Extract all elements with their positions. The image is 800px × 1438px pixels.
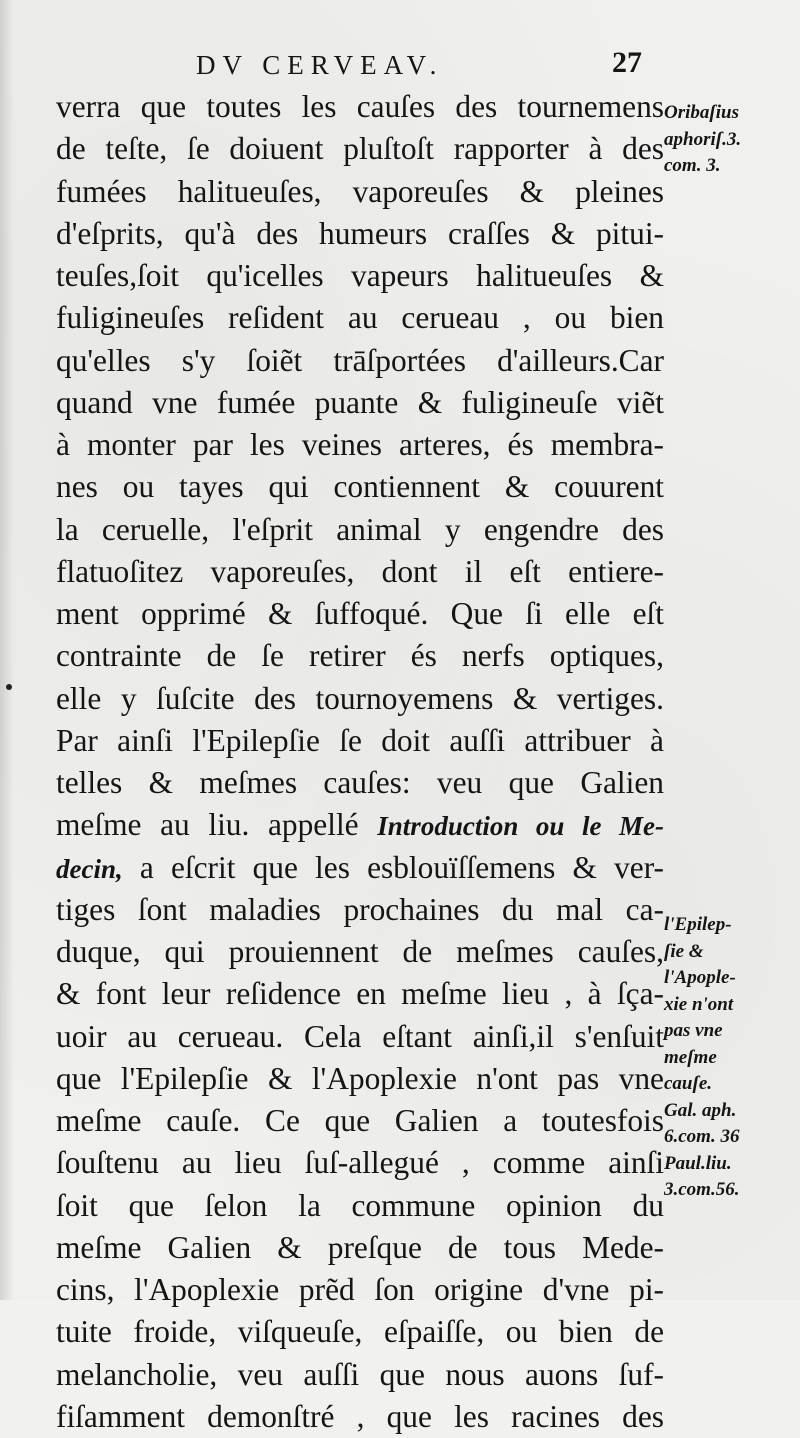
- text-line: meſme cauſe. Ce que Galien a toutesfois: [56, 1103, 664, 1138]
- text-line: qu'elles s'y ſoiẽt trāſportées d'ailleurs.Car: [56, 342, 664, 378]
- margin-note-line: Gal. aph.: [664, 1099, 737, 1121]
- text-line: contrainte de ſe retirer és nerfs optiques,: [56, 638, 664, 674]
- text-line: telles & meſmes cauſes: veu que Galien: [56, 765, 664, 800]
- text-line: à monter par les veines arteres, és membra-: [56, 427, 664, 462]
- text-line: flatuoſitez vaporeuſes, dont il eſt entiere-: [56, 553, 664, 589]
- text-line: fiſamment demonſtré , que les racines des: [56, 1398, 664, 1434]
- margin-note-line: ſie &: [664, 940, 704, 962]
- text-line: elle y ſuſcite des tournoyemens & vertiges.: [56, 680, 664, 716]
- running-head: DV CERVEAV.: [196, 50, 444, 80]
- margin-note-line: Oribaſius: [664, 102, 739, 123]
- margin-note-line: 6.com. 36: [664, 1126, 740, 1147]
- page-number: 27: [612, 46, 642, 79]
- margin-note-line: l'Apople-: [664, 967, 736, 988]
- margin-note-line: pas vne: [664, 1020, 723, 1041]
- margin-note-line: meſme: [664, 1046, 717, 1068]
- text-line: de teſte, ſe doiuent pluſtoſt rapporter à des: [56, 131, 664, 167]
- text-line: meſme Galien & preſque de tous Mede-: [56, 1229, 664, 1265]
- text-line: cins, l'Apoplexie prẽd ſon origine d'vne pi-: [56, 1272, 664, 1307]
- margin-note-line: Paul.liu.: [664, 1152, 732, 1174]
- text-line: d'eſprits, qu'à des humeurs craſſes & pitui-: [56, 215, 664, 251]
- text-line: & font leur reſidence en meſme lieu , à ſça-: [56, 976, 664, 1012]
- ink-speck: [6, 684, 12, 690]
- margin-note-line: 3.com.56.: [664, 1179, 740, 1200]
- text-line: tiges ſont maladies prochaines du mal ca-: [56, 891, 664, 927]
- text-line: ſouſtenu au lieu ſuſ-allegué , comme ainſi: [56, 1145, 664, 1181]
- text-line: Par ainſi l'Epilepſie ſe doit auſſi attribuer à: [56, 722, 664, 758]
- margin-note-line: cauſe.: [664, 1073, 713, 1094]
- text-line: nes ou tayes qui contiennent & couurent: [56, 469, 664, 505]
- text-line: tuite froide, viſqueuſe, eſpaiſſe, ou bien de: [56, 1314, 664, 1350]
- italic-title: Introduction ou le Me-: [377, 811, 664, 842]
- main-text-block: [56, 86, 664, 1438]
- margin-note-oribasius: [664, 100, 794, 180]
- text-line: ſoit que ſelon la commune opinion du: [56, 1187, 664, 1223]
- margin-note-line: com. 3.: [664, 155, 721, 176]
- text-line: teuſes,ſoit qu'icelles vapeurs halitueuſes &: [56, 258, 664, 293]
- margin-note-line: aphoriſ.3.: [664, 128, 742, 150]
- text-line: la ceruelle, l'eſprit animal y engendre des: [56, 511, 664, 547]
- text-line: fumées halitueuſes, vaporeuſes & pleines: [56, 173, 664, 209]
- text-line: verra que toutes les cauſes des tournemens: [56, 89, 664, 124]
- text-line: que l'Epilepſie & l'Apoplexie n'ont pas vne: [56, 1060, 664, 1096]
- margin-note-line: xie n'ont: [664, 993, 734, 1015]
- text-line: duque, qui prouiennent de meſmes cauſes,: [56, 934, 664, 969]
- text-line: quand vne fumée puante & fuligineuſe viẽt: [56, 384, 664, 420]
- text-segment: meſme au liu. appellé: [56, 807, 359, 843]
- text-line: ment opprimé & ſuffoqué. Que ſi elle eſt: [56, 596, 664, 631]
- text-line-with-italic: [56, 804, 664, 846]
- margin-note-line: l'Epilep-: [664, 914, 732, 935]
- text-line: uoir au cerueau. Cela eſtant ainſi,il s'enſuit: [56, 1018, 664, 1054]
- italic-title: decin,: [56, 853, 123, 884]
- text-line: decin, a eſcrit que les esblouïſſemens & ver-: [56, 849, 664, 885]
- margin-note-epilepsie: [664, 912, 794, 1204]
- text-line: fuligineuſes reſident au cerueau , ou bien: [56, 300, 664, 336]
- text-line: melancholie, veu auſſi que nous auons ſuf-: [56, 1356, 664, 1392]
